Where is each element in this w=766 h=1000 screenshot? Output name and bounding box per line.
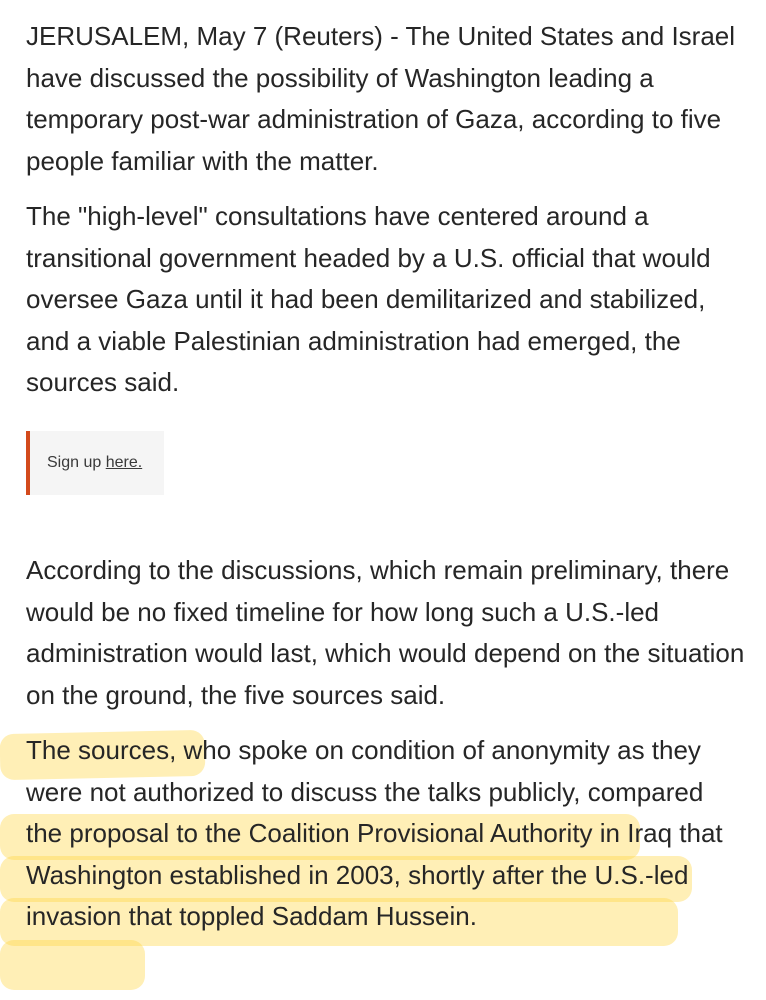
highlighter-mark <box>0 940 145 990</box>
newsletter-signup-callout <box>26 431 164 495</box>
signup-link[interactable]: here. <box>105 454 143 471</box>
article-paragraph: According to the discussions, which remain preliminary, there would be no fixed timeline for how long such a U.S.-led administration would last, which would depend on the situation on the ground, the five sources said. <box>26 555 745 710</box>
signup-text <box>47 453 142 473</box>
article-paragraph: JERUSALEM, May 7 (Reuters) - The United States and Israel have discussed the possibility of Washington leading a temporary post-war administration of Gaza, according to five people familiar with the matter. <box>26 21 736 176</box>
article-paragraph: The sources, who spoke on condition of anonymity as they were not authorized to discuss the talks publicly, compared the proposal to the Coalition Provisional Authority in Iraq that Washington established in 2003, shortly after the U.S.-led invasion that toppled Saddam Hussein. <box>26 735 723 931</box>
signup-prefix: Sign up <box>47 454 106 471</box>
article-paragraph: The "high-level" consultations have centered around a transitional government headed by a U.S. official that would oversee Gaza until it had been demilitarized and stabilized, and a viable Palestinian administration had emerged, the sources said. <box>26 201 711 397</box>
